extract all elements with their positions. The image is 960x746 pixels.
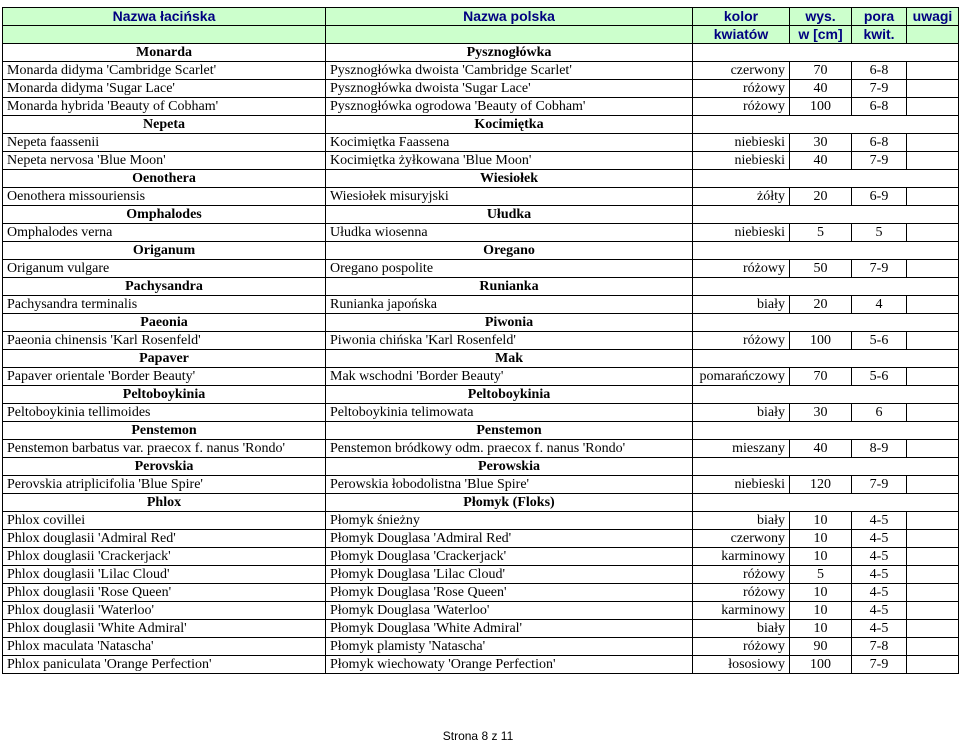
latin-name-cell: Paeonia chinensis 'Karl Rosenfeld' [3,332,326,350]
notes-cell [907,440,959,458]
genus-latin: Paeonia [3,314,326,332]
bloom-time-cell: 5-6 [852,332,907,350]
height-cell: 120 [790,476,852,494]
genus-row [3,314,959,332]
genus-latin: Monarda [3,44,326,62]
header-row-2 [3,26,959,44]
latin-name-cell: Phlox maculata 'Natascha' [3,638,326,656]
latin-name-cell: Perovskia atriplicifolia 'Blue Spire' [3,476,326,494]
height-cell: 100 [790,332,852,350]
color-cell: karminowy [693,548,790,566]
header-latin-name-sub [3,26,326,44]
genus-row [3,422,959,440]
table-row [3,224,959,242]
genus-polish: Kocimiętka [326,116,693,134]
table-row [3,548,959,566]
bloom-time-cell: 4-5 [852,620,907,638]
genus-row [3,350,959,368]
color-cell: niebieski [693,476,790,494]
notes-cell [907,224,959,242]
genus-polish: Peltoboykinia [326,386,693,404]
polish-name-cell: Pysznogłówka dwoista 'Sugar Lace' [326,80,693,98]
genus-empty-cells [693,350,959,368]
notes-cell [907,566,959,584]
genus-row [3,206,959,224]
color-cell: biały [693,620,790,638]
header-bloom-time: pora [852,8,907,26]
notes-cell [907,152,959,170]
polish-name-cell: Oregano pospolite [326,260,693,278]
polish-name-cell: Perowskia łobodolistna 'Blue Spire' [326,476,693,494]
color-cell: różowy [693,80,790,98]
bloom-time-cell: 4-5 [852,566,907,584]
bloom-time-cell: 4-5 [852,548,907,566]
color-cell: czerwony [693,62,790,80]
height-cell: 40 [790,80,852,98]
notes-cell [907,638,959,656]
genus-latin: Omphalodes [3,206,326,224]
color-cell: biały [693,512,790,530]
table-row [3,620,959,638]
height-cell: 10 [790,602,852,620]
header-row-1 [3,8,959,26]
height-cell: 5 [790,566,852,584]
color-cell: czerwony [693,530,790,548]
notes-cell [907,332,959,350]
header-notes-sub [907,26,959,44]
genus-empty-cells [693,494,959,512]
polish-name-cell: Płomyk śnieżny [326,512,693,530]
header-height-sub: w [cm] [790,26,852,44]
height-cell: 20 [790,188,852,206]
genus-polish: Oregano [326,242,693,260]
header-latin-name: Nazwa łacińska [3,8,326,26]
latin-name-cell: Phlox douglasii 'Lilac Cloud' [3,566,326,584]
table-row [3,332,959,350]
bloom-time-cell: 7-9 [852,260,907,278]
genus-row [3,170,959,188]
bloom-time-cell: 7-8 [852,638,907,656]
table-row [3,260,959,278]
polish-name-cell: Peltoboykinia telimowata [326,404,693,422]
height-cell: 40 [790,152,852,170]
polish-name-cell: Pysznogłówka ogrodowa 'Beauty of Cobham' [326,98,693,116]
header-height: wys. [790,8,852,26]
genus-latin: Oenothera [3,170,326,188]
genus-empty-cells [693,242,959,260]
height-cell: 50 [790,260,852,278]
latin-name-cell: Oenothera missouriensis [3,188,326,206]
notes-cell [907,260,959,278]
color-cell: łososiowy [693,656,790,674]
color-cell: mieszany [693,440,790,458]
polish-name-cell: Wiesiołek misuryjski [326,188,693,206]
latin-name-cell: Monarda didyma 'Cambridge Scarlet' [3,62,326,80]
color-cell: niebieski [693,134,790,152]
header-polish-name: Nazwa polska [326,8,693,26]
color-cell: niebieski [693,224,790,242]
bloom-time-cell: 6-8 [852,98,907,116]
bloom-time-cell: 6-9 [852,188,907,206]
height-cell: 90 [790,638,852,656]
genus-latin: Pachysandra [3,278,326,296]
color-cell: różowy [693,584,790,602]
plant-table [2,7,959,674]
genus-empty-cells [693,386,959,404]
table-row [3,530,959,548]
genus-empty-cells [693,422,959,440]
color-cell: pomarańczowy [693,368,790,386]
color-cell: karminowy [693,602,790,620]
genus-polish: Perowskia [326,458,693,476]
latin-name-cell: Phlox douglasii 'Crackerjack' [3,548,326,566]
notes-cell [907,62,959,80]
notes-cell [907,602,959,620]
latin-name-cell: Phlox douglasii 'Waterloo' [3,602,326,620]
bloom-time-cell: 4-5 [852,602,907,620]
height-cell: 70 [790,368,852,386]
notes-cell [907,548,959,566]
table-row [3,638,959,656]
genus-polish: Ułudka [326,206,693,224]
polish-name-cell: Runianka japońska [326,296,693,314]
latin-name-cell: Origanum vulgare [3,260,326,278]
bloom-time-cell: 8-9 [852,440,907,458]
height-cell: 10 [790,548,852,566]
genus-empty-cells [693,314,959,332]
genus-row [3,278,959,296]
genus-latin: Peltoboykinia [3,386,326,404]
table-row [3,134,959,152]
polish-name-cell: Kocimiętka żyłkowana 'Blue Moon' [326,152,693,170]
height-cell: 30 [790,134,852,152]
table-row [3,440,959,458]
table-row [3,296,959,314]
notes-cell [907,98,959,116]
notes-cell [907,296,959,314]
genus-polish: Wiesiołek [326,170,693,188]
height-cell: 10 [790,584,852,602]
latin-name-cell: Phlox douglasii 'White Admiral' [3,620,326,638]
polish-name-cell: Piwonia chińska 'Karl Rosenfeld' [326,332,693,350]
table-row [3,566,959,584]
notes-cell [907,134,959,152]
polish-name-cell: Mak wschodni 'Border Beauty' [326,368,693,386]
polish-name-cell: Ułudka wiosenna [326,224,693,242]
header-color: kolor [693,8,790,26]
notes-cell [907,620,959,638]
height-cell: 10 [790,530,852,548]
notes-cell [907,188,959,206]
header-polish-name-sub [326,26,693,44]
latin-name-cell: Peltoboykinia tellimoides [3,404,326,422]
genus-empty-cells [693,170,959,188]
color-cell: różowy [693,260,790,278]
height-cell: 10 [790,512,852,530]
table-row [3,512,959,530]
notes-cell [907,656,959,674]
notes-cell [907,368,959,386]
height-cell: 70 [790,62,852,80]
notes-cell [907,404,959,422]
height-cell: 30 [790,404,852,422]
height-cell: 10 [790,620,852,638]
table-row [3,404,959,422]
height-cell: 5 [790,224,852,242]
latin-name-cell: Monarda didyma 'Sugar Lace' [3,80,326,98]
polish-name-cell: Płomyk Douglasa 'Lilac Cloud' [326,566,693,584]
notes-cell [907,80,959,98]
polish-name-cell: Płomyk Douglasa 'White Admiral' [326,620,693,638]
genus-latin: Perovskia [3,458,326,476]
genus-latin: Penstemon [3,422,326,440]
polish-name-cell: Płomyk Douglasa 'Crackerjack' [326,548,693,566]
genus-empty-cells [693,278,959,296]
polish-name-cell: Pysznogłówka dwoista 'Cambridge Scarlet' [326,62,693,80]
genus-polish: Mak [326,350,693,368]
genus-polish: Pysznogłówka [326,44,693,62]
table-row [3,368,959,386]
bloom-time-cell: 4-5 [852,584,907,602]
table-row [3,584,959,602]
table-row [3,602,959,620]
bloom-time-cell: 5 [852,224,907,242]
color-cell: różowy [693,332,790,350]
genus-empty-cells [693,44,959,62]
height-cell: 20 [790,296,852,314]
header-bloom-time-sub: kwit. [852,26,907,44]
genus-empty-cells [693,458,959,476]
latin-name-cell: Penstemon barbatus var. praecox f. nanus 'Rondo' [3,440,326,458]
polish-name-cell: Płomyk wiechowaty 'Orange Perfection' [326,656,693,674]
genus-row [3,116,959,134]
color-cell: różowy [693,566,790,584]
genus-empty-cells [693,206,959,224]
page-number: Strona 8 z 11 [442,729,514,743]
genus-row [3,44,959,62]
genus-polish: Piwonia [326,314,693,332]
latin-name-cell: Phlox douglasii 'Admiral Red' [3,530,326,548]
genus-row [3,494,959,512]
height-cell: 100 [790,656,852,674]
polish-name-cell: Penstemon bródkowy odm. praecox f. nanus 'Rondo' [326,440,693,458]
color-cell: różowy [693,98,790,116]
bloom-time-cell: 7-9 [852,656,907,674]
page-footer [0,729,960,743]
latin-name-cell: Monarda hybrida 'Beauty of Cobham' [3,98,326,116]
table-row [3,62,959,80]
height-cell: 100 [790,98,852,116]
table-body [3,44,959,674]
header-color-sub: kwiatów [693,26,790,44]
genus-row [3,386,959,404]
bloom-time-cell: 5-6 [852,368,907,386]
genus-empty-cells [693,116,959,134]
polish-name-cell: Płomyk Douglasa 'Rose Queen' [326,584,693,602]
notes-cell [907,530,959,548]
bloom-time-cell: 4-5 [852,530,907,548]
genus-row [3,242,959,260]
table-row [3,476,959,494]
color-cell: różowy [693,638,790,656]
genus-latin: Origanum [3,242,326,260]
polish-name-cell: Płomyk Douglasa 'Admiral Red' [326,530,693,548]
header-notes: uwagi [907,8,959,26]
notes-cell [907,476,959,494]
genus-latin: Phlox [3,494,326,512]
genus-latin: Nepeta [3,116,326,134]
polish-name-cell: Płomyk plamisty 'Natascha' [326,638,693,656]
genus-latin: Papaver [3,350,326,368]
polish-name-cell: Kocimiętka Faassena [326,134,693,152]
bloom-time-cell: 7-9 [852,476,907,494]
color-cell: biały [693,404,790,422]
table-row [3,656,959,674]
table-row [3,188,959,206]
table-row [3,98,959,116]
genus-polish: Penstemon [326,422,693,440]
latin-name-cell: Nepeta nervosa 'Blue Moon' [3,152,326,170]
bloom-time-cell: 7-9 [852,80,907,98]
color-cell: żółty [693,188,790,206]
genus-row [3,458,959,476]
latin-name-cell: Pachysandra terminalis [3,296,326,314]
bloom-time-cell: 7-9 [852,152,907,170]
height-cell: 40 [790,440,852,458]
color-cell: niebieski [693,152,790,170]
latin-name-cell: Phlox paniculata 'Orange Perfection' [3,656,326,674]
genus-polish: Runianka [326,278,693,296]
bloom-time-cell: 6 [852,404,907,422]
genus-polish: Płomyk (Floks) [326,494,693,512]
table-row [3,152,959,170]
bloom-time-cell: 6-8 [852,62,907,80]
notes-cell [907,512,959,530]
color-cell: biały [693,296,790,314]
latin-name-cell: Omphalodes verna [3,224,326,242]
latin-name-cell: Nepeta faassenii [3,134,326,152]
bloom-time-cell: 4-5 [852,512,907,530]
table-header [3,8,959,44]
bloom-time-cell: 4 [852,296,907,314]
latin-name-cell: Phlox douglasii 'Rose Queen' [3,584,326,602]
notes-cell [907,584,959,602]
bloom-time-cell: 6-8 [852,134,907,152]
latin-name-cell: Papaver orientale 'Border Beauty' [3,368,326,386]
table-row [3,80,959,98]
polish-name-cell: Płomyk Douglasa 'Waterloo' [326,602,693,620]
latin-name-cell: Phlox covillei [3,512,326,530]
